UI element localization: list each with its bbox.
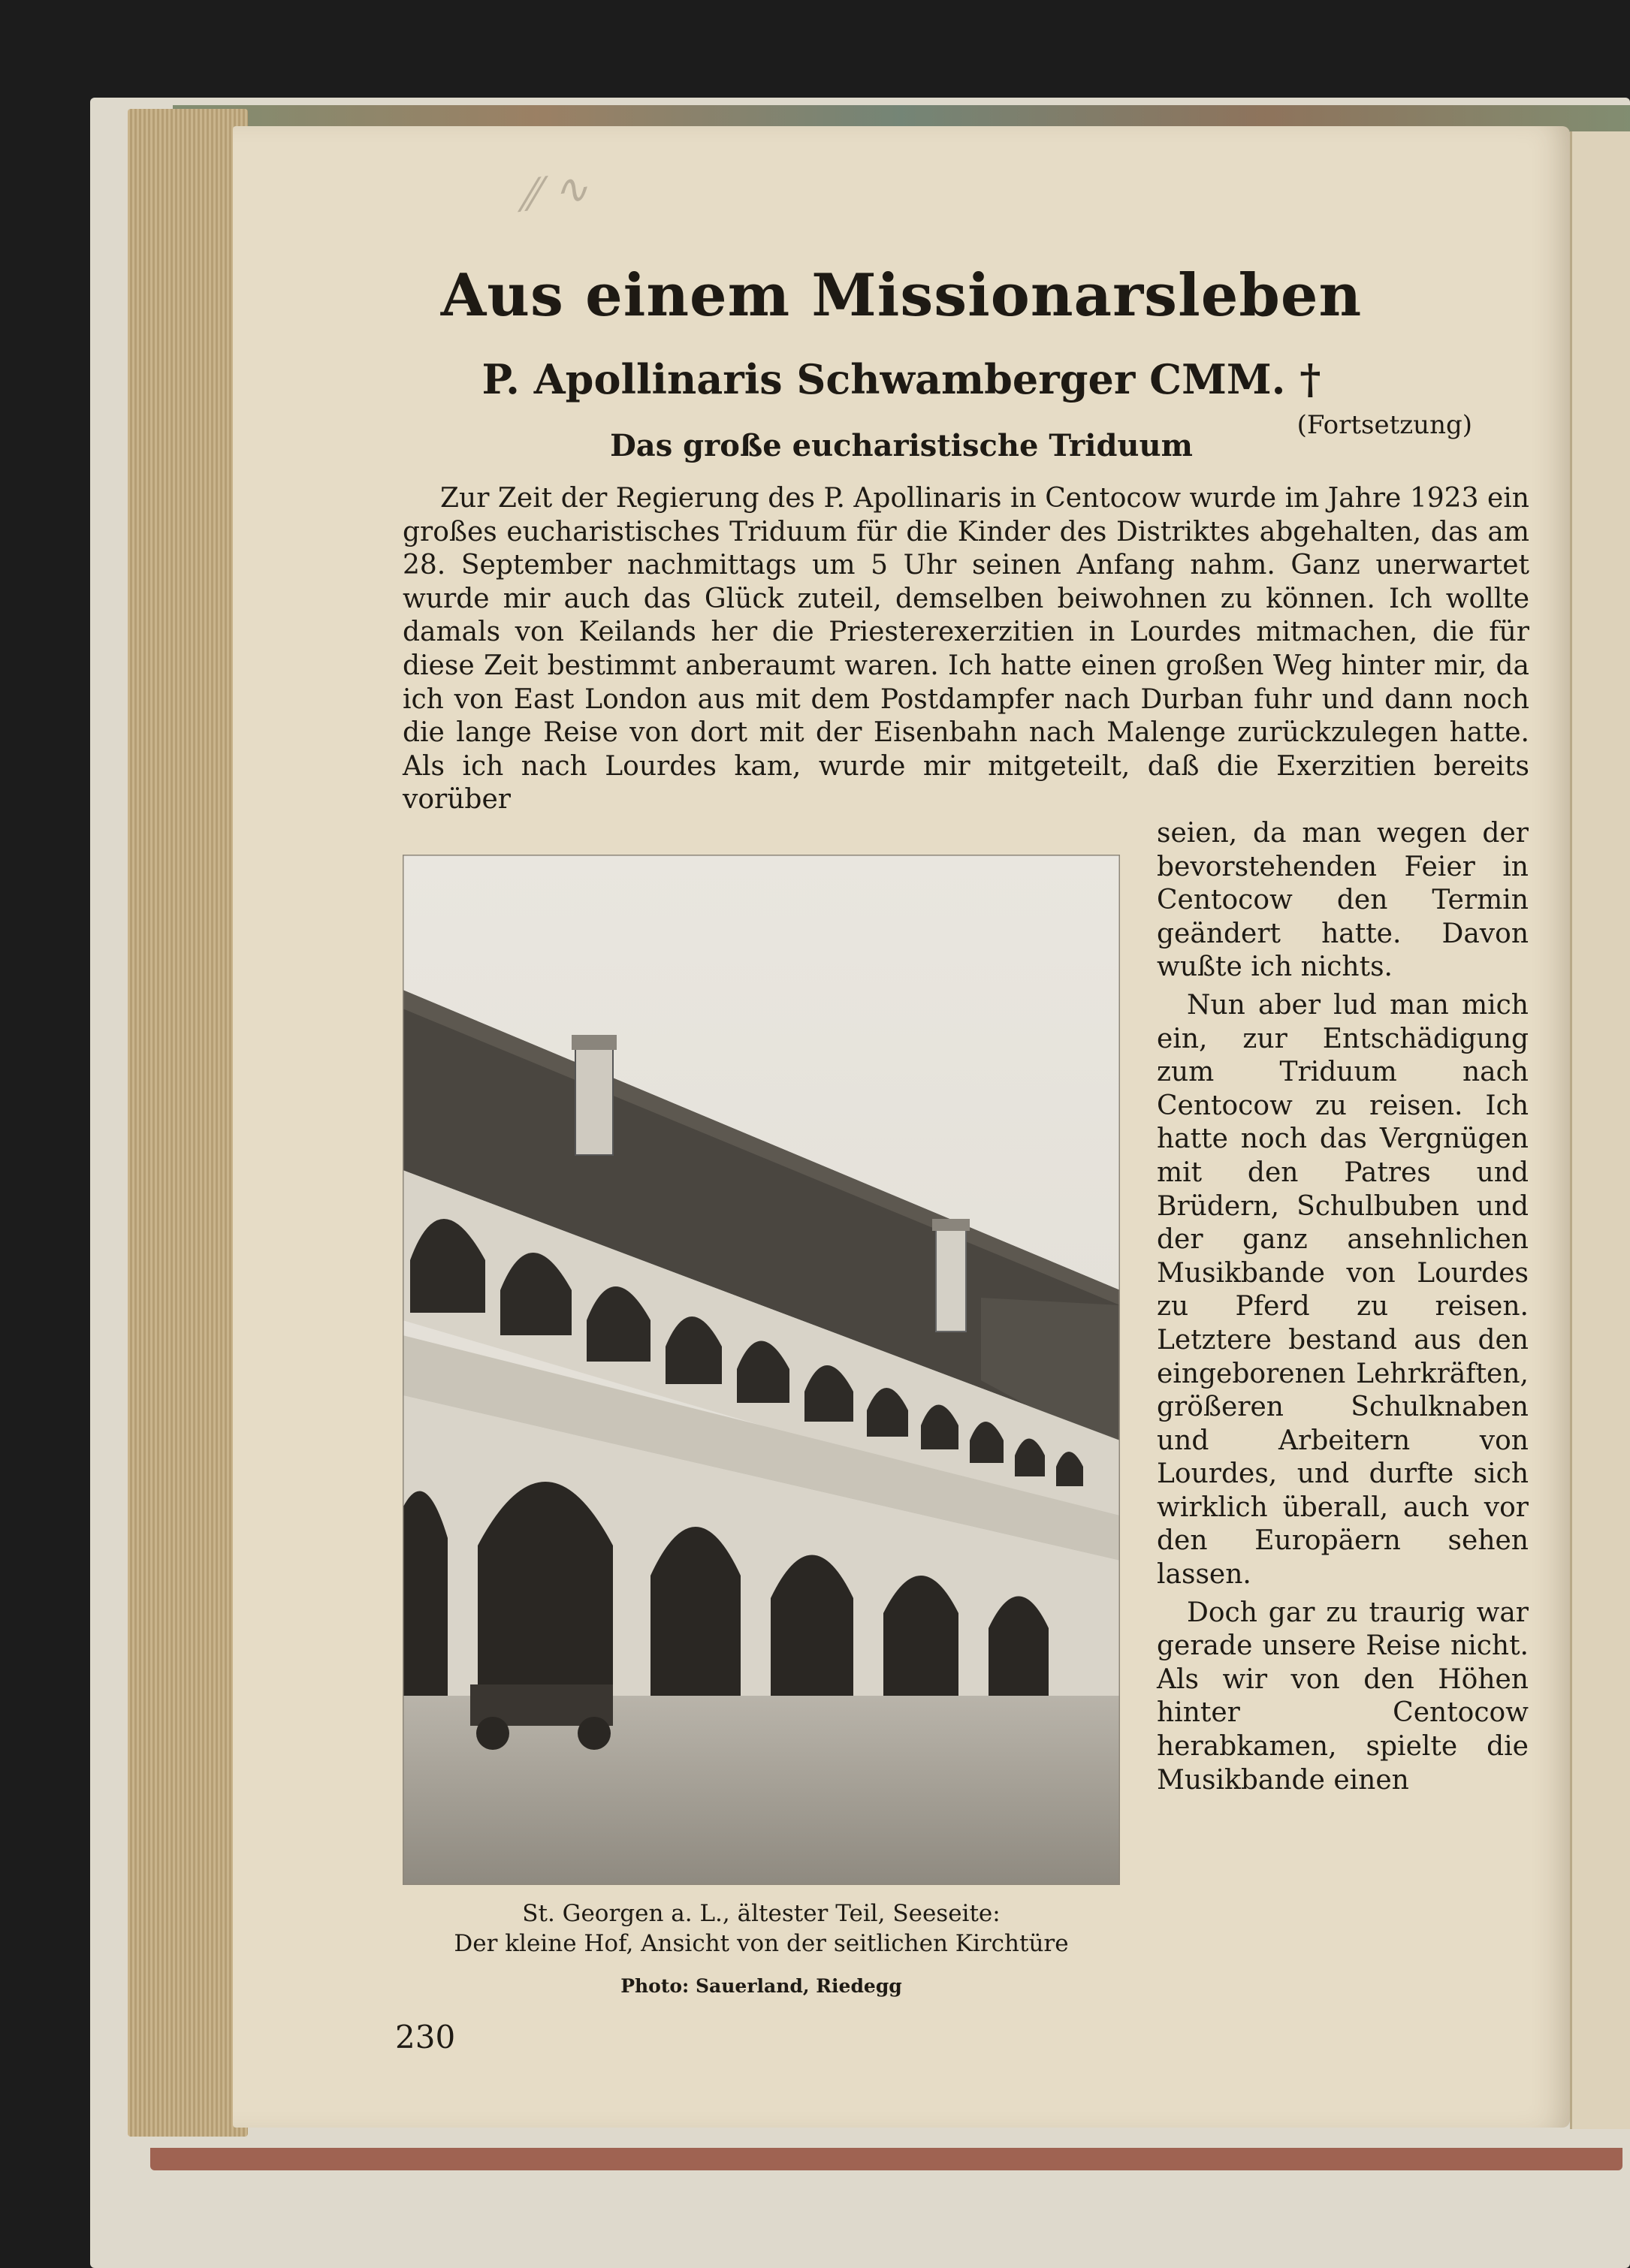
photo-credit: Photo: Sauerland, Riedegg <box>620 1975 902 1997</box>
arcade-building-illustration <box>403 855 1120 1885</box>
photo-caption-line: St. Georgen a. L., ältester Teil, Seeseite: <box>522 1900 1001 1927</box>
column-paragraph: Nun aber lud man mich ein, zur Entschädigung zum Triduum nach Centocow zu reisen. Ich hatte noch das Vergnügen mit den Patres und Brüdern, Schulbuben und der ganz ansehnlichen Musikbande von Lourdes zu Pferd zu reisen. Letztere bestand aus den eingeborenen Lehrkräften, größeren Schulknaben und Arbeitern von Lourdes, und durfte sich wirklich überall, auch vor den Europäern sehen lassen. <box>1157 989 1529 1591</box>
right-text-column <box>1157 817 1529 1797</box>
book-page <box>233 126 1570 2128</box>
article-author: P. Apollinaris Schwamberger CMM. † <box>481 355 1321 403</box>
courtyard-photo <box>403 855 1120 1885</box>
column-paragraph: Doch gar zu traurig war gerade unsere Reise nicht. Als wir von den Höhen hinter Centocow herabkamen, spielte die Musikbande einen <box>1157 1597 1529 1796</box>
body-paragraph-top: Zur Zeit der Regierung des P. Apollinaris in Centocow wurde im Jahre 1923 ein großes eucharistisches Triduum für die Kinder des Distriktes abgehalten, das am 28. September nachmittags um 5 Uhr seinen Anfang nahm. Ganz unerwartet wurde mir auch das Glück zuteil, demselben beiwohnen zu können. Ich wollte damals von Keilands her die Priesterexerzitien in Lourdes mitmachen, die für diese Zeit bestimmt anberaumt waren. Ich hatte einen großen Weg hinter mir, da ich von East London aus mit dem Postdampfer nach Durban fuhr und dann noch die lange Reise von dort mit der Eisenbahn nach Malenge zurückzulegen hatte. Als ich nach Lourdes kam, wurde mir mitgeteilt, daß die Exerzitien bereits vorüber <box>403 483 1529 816</box>
photo-caption-line: Der kleine Hof, Ansicht von der seitlichen Kirchtüre <box>454 1930 1069 1957</box>
photo-caption <box>403 1899 1120 1959</box>
continued-note: (Fortsetzung) <box>1296 410 1472 440</box>
page-number: 230 <box>395 2019 456 2055</box>
page-edges <box>128 109 248 2137</box>
pencil-mark-icon: ⁄⁄ ∿ <box>522 163 592 221</box>
facing-page-edge <box>1570 131 1630 2129</box>
article-title: Aus einem Missionarsleben <box>440 261 1363 330</box>
book-bottom-edge <box>150 2148 1622 2170</box>
column-paragraph: seien, da man wegen der bevorstehenden Feier in Centocow den Termin geändert hatte. Davon wußte ich nichts. <box>1157 818 1529 983</box>
section-heading: Das große eucharistische Triduum <box>610 428 1193 463</box>
